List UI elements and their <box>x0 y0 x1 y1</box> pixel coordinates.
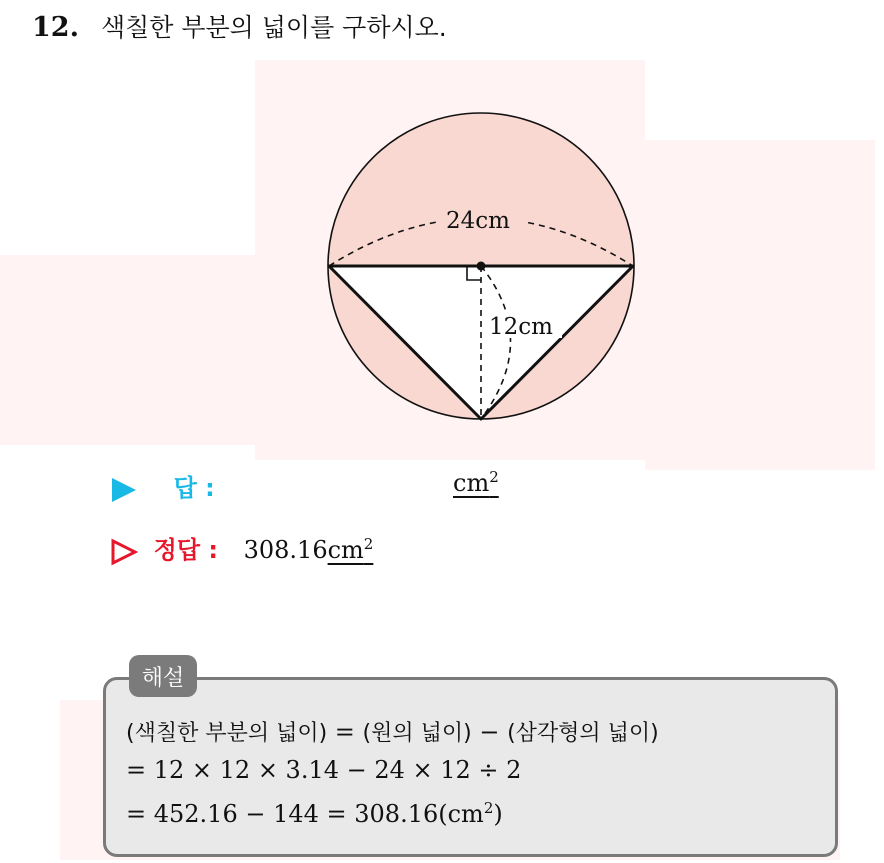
correct-unit <box>328 536 374 564</box>
correct-unit-exp: 2 <box>363 535 374 553</box>
exp-minus: − <box>471 718 508 746</box>
question-number: 12. <box>32 12 79 43</box>
red-outline-triangle-icon <box>110 538 138 566</box>
explanation-line-3 <box>126 793 503 829</box>
answer-unit-exp: 2 <box>489 468 499 486</box>
explanation-line-2: = 12 × 12 × 3.14 − 24 × 12 ÷ 2 <box>126 756 522 784</box>
explanation-line-1 <box>126 717 659 749</box>
answer-unit <box>453 469 499 497</box>
exp-term-triangle-area: (삼각형의 넓이) <box>507 721 659 746</box>
center-point <box>477 262 486 271</box>
correct-unit-text: cm <box>327 536 364 564</box>
correct-value: 308.16 <box>243 536 328 564</box>
correct-label: 정답 : <box>153 536 218 564</box>
diameter-label: 24cm <box>446 208 510 234</box>
exp-close-paren: ) <box>493 800 503 828</box>
exp-unit: cm <box>447 800 484 828</box>
radius-label: 12cm <box>489 314 553 340</box>
exp-unit-exp: 2 <box>483 799 494 817</box>
correct-answer-row <box>110 530 373 566</box>
answer-row <box>110 468 215 504</box>
blue-triangle-icon <box>110 476 140 504</box>
exp-equals: = <box>327 718 363 746</box>
exp-term-shaded-area: (색칠한 부분의 넓이) <box>126 721 328 746</box>
answer-blank[interactable] <box>453 468 499 497</box>
answer-unit-text: cm <box>453 469 490 497</box>
exp-result: = 452.16 − 144 = 308.16( <box>126 800 448 828</box>
explanation-badge: 해설 <box>129 655 197 697</box>
question-text: 색칠한 부분의 넓이를 구하시오. <box>100 13 447 42</box>
exp-term-circle-area: (원의 넓이) <box>362 721 472 746</box>
answer-label: 답 : <box>173 474 215 502</box>
